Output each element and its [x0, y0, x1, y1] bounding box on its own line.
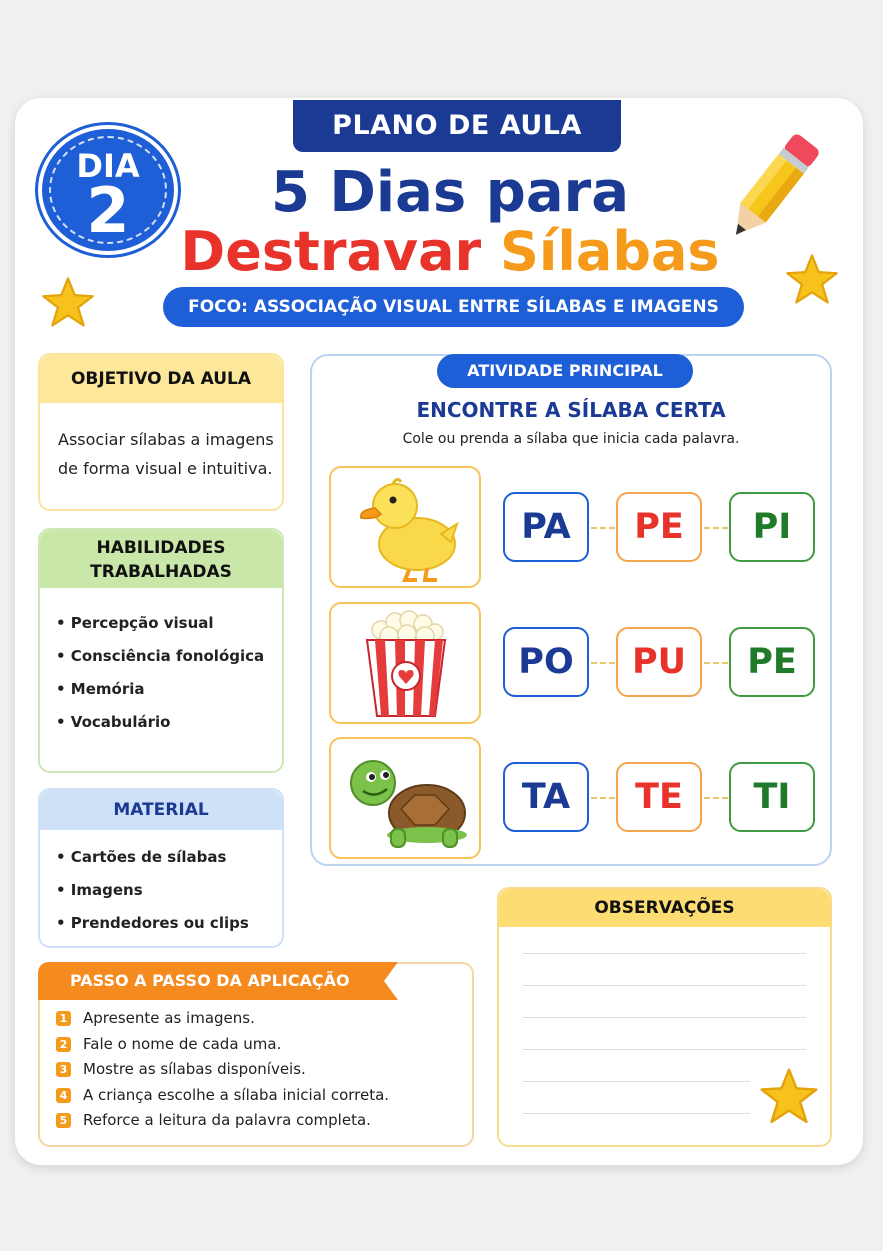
observations-title: OBSERVAÇÕES	[499, 889, 830, 927]
list-item: • Prendedores ou clips	[56, 914, 249, 932]
day-label: DIA	[76, 147, 140, 185]
material-list	[56, 848, 249, 947]
objective-text	[58, 425, 274, 483]
dashed-connector	[591, 797, 615, 799]
list-item: • Vocabulário	[56, 713, 171, 731]
steps-list	[56, 1009, 389, 1137]
step-number: 1	[56, 1011, 71, 1026]
objective-text-line: Associar sílabas a imagens	[58, 430, 274, 449]
star-icon	[784, 252, 840, 308]
material-title: MATERIAL	[40, 790, 282, 830]
writing-line	[523, 1113, 750, 1114]
duck-image	[331, 468, 481, 588]
step-text: Reforce a leitura da palavra completa.	[83, 1111, 371, 1129]
list-item: • Consciência fonológica	[56, 647, 265, 665]
syllable-card[interactable]: PO	[503, 627, 589, 697]
pencil-icon	[718, 122, 830, 250]
list-item	[56, 1009, 389, 1035]
syllable-card[interactable]: PA	[503, 492, 589, 562]
syllable-card[interactable]: PI	[729, 492, 815, 562]
title-line-2	[180, 220, 720, 284]
dashed-connector	[591, 527, 615, 529]
day-badge	[38, 125, 178, 255]
dashed-connector	[591, 662, 615, 664]
image-card	[329, 466, 481, 588]
list-item: • Memória	[56, 680, 145, 698]
writing-line	[523, 1081, 750, 1082]
activity-badge: ATIVIDADE PRINCIPAL	[437, 354, 693, 388]
syllable-card[interactable]: PE	[729, 627, 815, 697]
objective-title: OBJETIVO DA AULA	[40, 355, 282, 403]
image-card	[329, 602, 481, 724]
objective-box	[38, 353, 284, 511]
dashed-connector	[704, 797, 728, 799]
focus-bar: FOCO: ASSOCIAÇÃO VISUAL ENTRE SÍLABAS E IMAGENS	[163, 287, 744, 327]
dashed-connector	[704, 527, 728, 529]
syllable-card[interactable]: PU	[616, 627, 702, 697]
step-number: 3	[56, 1062, 71, 1077]
skills-box	[38, 528, 284, 773]
dashed-connector	[704, 662, 728, 664]
material-box	[38, 788, 284, 948]
title-line-1: 5 Dias para	[270, 160, 630, 225]
popcorn-image	[331, 604, 481, 724]
list-item	[56, 1111, 389, 1137]
writing-line	[523, 1049, 806, 1050]
step-number: 2	[56, 1037, 71, 1052]
objective-text-line: de forma visual e intuitiva.	[58, 459, 273, 478]
skills-title	[40, 530, 282, 588]
turtle-image	[331, 739, 481, 859]
list-item: • Cartões de sílabas	[56, 848, 227, 866]
skills-list	[56, 614, 264, 746]
step-text: Mostre as sílabas disponíveis.	[83, 1060, 306, 1078]
lesson-plan-banner: PLANO DE AULA	[293, 100, 621, 152]
star-icon	[40, 275, 96, 331]
list-item	[56, 1086, 389, 1112]
image-card	[329, 737, 481, 859]
steps-title: PASSO A PASSO DA APLICAÇÃO	[70, 971, 350, 990]
list-item: • Percepção visual	[56, 614, 214, 632]
step-number: 4	[56, 1088, 71, 1103]
step-number: 5	[56, 1113, 71, 1128]
skills-title-line: HABILIDADES	[96, 538, 226, 558]
list-item: • Imagens	[56, 881, 143, 899]
step-text: A criança escolhe a sílaba inicial correta.	[83, 1085, 390, 1104]
writing-line	[523, 1017, 806, 1018]
title-word-silabas: Sílabas	[499, 220, 720, 283]
syllable-card[interactable]: PE	[616, 492, 702, 562]
writing-line	[523, 953, 806, 954]
list-item	[56, 1060, 389, 1086]
star-icon	[758, 1066, 820, 1128]
skills-title-line: TRABALHADAS	[90, 562, 232, 582]
syllable-card[interactable]: TI	[729, 762, 815, 832]
syllable-card[interactable]: TA	[503, 762, 589, 832]
activity-title: ENCONTRE A SÍLABA CERTA	[416, 398, 726, 422]
step-text: Apresente as imagens.	[83, 1009, 255, 1027]
list-item	[56, 1035, 389, 1061]
syllable-card[interactable]: TE	[616, 762, 702, 832]
title-word-destravar: Destravar	[180, 220, 482, 283]
step-text: Fale o nome de cada uma.	[83, 1034, 282, 1053]
writing-line	[523, 985, 806, 986]
day-number: 2	[86, 174, 130, 247]
activity-subtitle: Cole ou prenda a sílaba que inicia cada palavra.	[402, 431, 740, 447]
